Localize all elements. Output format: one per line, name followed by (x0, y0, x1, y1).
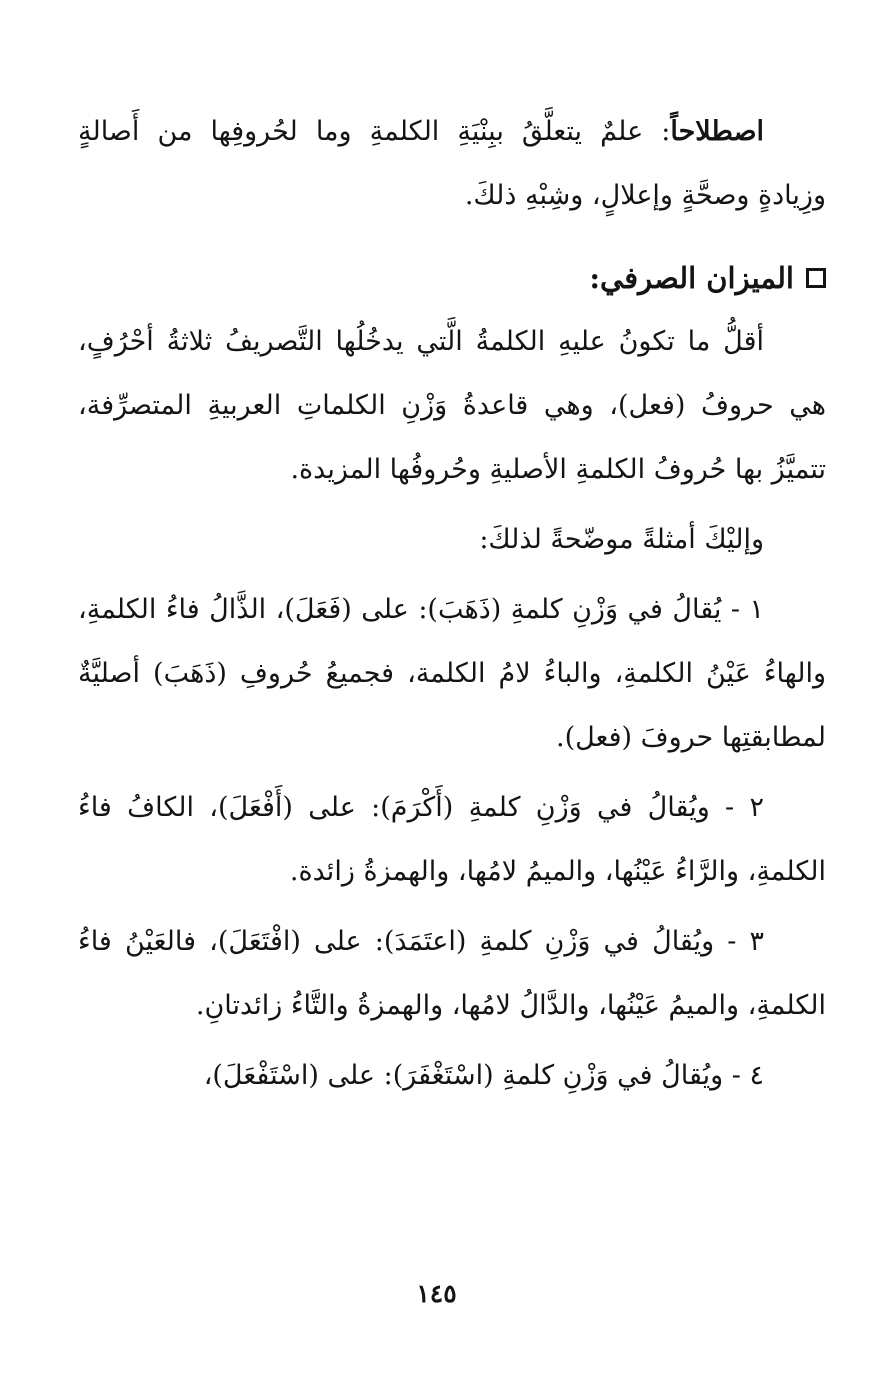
example-3-paragraph: ٣ - ويُقالُ في وَزْنِ كلمةِ (اعتَمَدَ): على (افْتَعَلَ)، فالعَيْنُ فاءُ الكلمةِ، والميمُ عَيْنُها، والدَّالُ لامُها، والهمزةُ والتَّاءُ زائدتانِ. (78, 926, 826, 1021)
intro-paragraph: أقلُّ ما تكونُ عليهِ الكلمةُ الَّتي يدخُلُها التَّصريفُ ثلاثةُ أحْرُفٍ، هي حروفُ (فعل)، وهي قاعدةُ وَزْنِ الكلماتِ العربيةِ المتصرِّفة، تتميَّزُ بها حُروفُ الكلمةِ الأصليةِ وحُروفُها المزيدة. (78, 326, 826, 485)
page-number: ١٤٥ (416, 1279, 457, 1308)
section-heading-text: الميزان الصرفي: (589, 261, 794, 295)
section-heading (78, 246, 826, 310)
example-1-paragraph: ١ - يُقالُ في وَزْنِ كلمةِ (ذَهَبَ): على (فَعَلَ)، الذَّالُ فاءُ الكلمةِ، والهاءُ عَيْنُ الكلمةِ، والباءُ لامُ الكلمة، فجميعُ حُروفِ (ذَهَبَ) أصليَّةٌ لمطابقتِها حروفَ (فعل). (78, 594, 826, 753)
definition-text: : علمٌ يتعلَّقُ ببِنْيَةِ الكلمةِ وما لحُروفِها من أَصالةٍ وزِيادةٍ وصحَّةٍ وإعلالٍ، وشِبْهِ ذلكَ. (78, 116, 826, 211)
definition-term: اصطلاحاً (670, 116, 764, 147)
definition-paragraph (78, 100, 826, 228)
examples-intro-paragraph: وإليْكَ أمثلةً موضّحةً لذلكَ: (479, 524, 764, 555)
example-2-paragraph: ٢ - ويُقالُ في وَزْنِ كلمةِ (أَكْرَمَ): على (أَفْعَلَ)، الكافُ فاءُ الكلمةِ، والرَّاءُ عَيْنُها، والميمُ لامُها، والهمزةُ زائدة. (78, 792, 826, 887)
page-body (78, 100, 826, 1108)
example-4-paragraph: ٤ - ويُقالُ في وَزْنِ كلمةِ (اسْتَغْفَرَ): على (اسْتَفْعَلَ)، (203, 1060, 764, 1091)
square-bullet-icon (806, 268, 826, 288)
